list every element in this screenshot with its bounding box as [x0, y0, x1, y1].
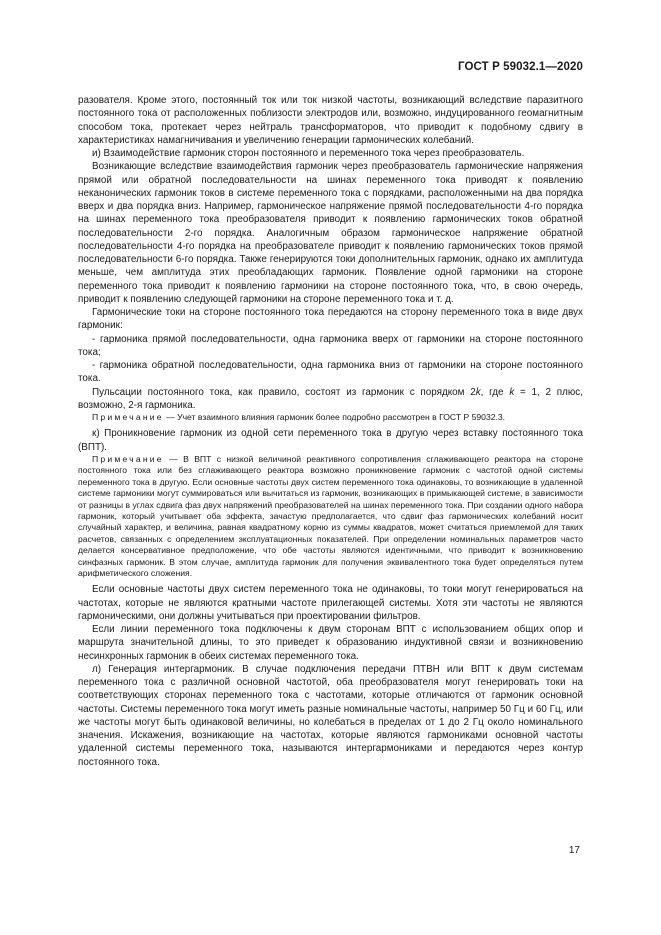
paragraph-continuation: разователя. Кроме этого, постоянный ток или ток низкой частоты, возникающий вследствие паразитного постоянного тока от расположенных поблизости электродов или, возможно, индуцированного геомагнитным способом тока, протекает через нейтраль трансформаторов, что приводит к подобному сдвигу в характеристиках намагничивания и увеличению генерации гармонических колебаний. [78, 95, 583, 146]
paragraph-dc-ripple [78, 386, 583, 413]
ripple-var-k-2: k [509, 386, 515, 398]
document-body [78, 94, 583, 769]
list-item-negative-sequence: - гармоника обратной последовательности, одна гармоника вниз от гармоники на стороне постоянного тока. [78, 360, 583, 385]
note-label: Примечание [92, 453, 164, 464]
note-text: — Учет взаимного влияния гармоник более подробно рассмотрен в ГОСТ Р 59032.3. [163, 412, 506, 422]
paragraph-common-towers: Если линии переменного тока подключены к двум сторонам ВПТ с использованием общих опор и маршрута значительной длины, то это приведет к образованию индуктивной связи и возникновению несинхронных гармоник в обеих системах переменного тока. [78, 624, 583, 662]
note-label: Примечание [92, 412, 164, 422]
note-mutual-influence [78, 412, 583, 423]
ripple-text-a: Пульсации постоянного тока, как правило, состоят из гармоник с порядком 2 [92, 386, 476, 398]
paragraph-dc-harmonics: Гармонические токи на стороне постоянного тока передаются на сторону переменного тока в виде двух гармоник: [78, 307, 583, 332]
paragraph-item-l: л) Генерация интергармоник. В случае подключения передачи ПТВН или ВПТ к двум системам переменного тока с различной основной частотой, оба преобразователя могут генерировать токи на соответствующих сторонах переменного тока с частотами, которые отличаются от гармоник основной частоты. Системы переменного тока могут иметь разные номинальные частоты, например 50 Гц и 60 Гц, или же частоты могут быть одинаковой величины, но колебаться в пределах от 1 до 2 Гц около номинального значения. Искажения, возникающие на частотах, которые являются гармониками основной частоты удаленной системы переменного тока, называются интергармониками и передаются через контур постоянного тока. [78, 663, 583, 768]
paragraph-harmonic-interaction: Возникающие вследствие взаимодействия гармоник через преобразователь гармонические напряжения прямой или обратной последовательности на шинах переменного тока приводят к появлению неканонических гармоник токов в системе переменного тока с порядками, расположенными на два порядка вверх и два порядка вниз. Например, гармоническое напряжение прямой последовательности 4-го порядка на шинах переменного тока преобразователя приводит к появлению гармонических токов обратной последовательности 2-го порядка. Аналогичным образом гармоническое напряжение обратной последовательности 4-го порядка на преобразователе приводит к появлению гармонических токов прямой последовательности 6-го порядка. Также генерируются токи дополнительных гармоник, однако их амплитуда меньше, чем амплитуда этих преобладающих гармоник. Появление одной гармоники на стороне переменного тока приводит к появлению гармоники на стороне постоянного тока, что, в свою очередь, приводит к появлению следующей гармоники на стороне переменного тока и т. д. [78, 161, 583, 305]
note-back-to-back [78, 454, 583, 579]
ripple-text-c: = 1, 2 плюс, возможно, 2-я гармоника. [78, 386, 583, 411]
page-number: 17 [568, 845, 580, 856]
ripple-var-k: k [475, 386, 481, 398]
ripple-text-b: , где [480, 386, 510, 398]
paragraph-item-k: к) Проникновение гармоник из одной сети переменного тока в другую через вставку постоянного тока (ВПТ). [78, 428, 583, 453]
document-header: ГОСТ Р 59032.1—2020 [458, 61, 583, 73]
paragraph-item-i: и) Взаимодействие гармоник сторон постоянного и переменного тока через преобразователь. [92, 148, 525, 159]
list-item-positive-sequence: - гармоника прямой последовательности, одна гармоника вверх от гармоники на стороне постоянного тока; [78, 333, 583, 358]
paragraph-different-frequencies: Если основные частоты двух систем переменного тока не одинаковы, то токи могут генерироваться на частотах, которые не являются кратными частоте прилегающей системы. Хотя эти частоты не являются гармоническими, они должны учитываться при проектировании фильтров. [78, 584, 583, 622]
note-text: — В ВПТ с низкой величиной реактивного сопротивления сглаживающего реактора на стороне постоянного тока или без сглаживающего реактора возможно проникновение гармоник с частотой одной системы переменного тока в другую. Если основные частоты двух систем переменного тока одинаковы, то возникающие в удаленной системе гармоники могут суммироваться или вычитаться из гармоник, возникающих в примыкающей системе, в зависимости от разницы в углах сдвига фаз двух напряжений преобразователей на шинах переменного тока. При создании одного набора гармоник, который учитывает оба эффекта, зачастую предполагается, что сдвиг фаз гармонических колебаний носит случайный характер, и величина, равная квадратному корню из суммы квадратов, может считаться приемлемой для таких расчетов, связанных с определением эксплуатационных показателей. При определении номинальных параметров часто делается консервативное предположение, что обе частоты являются идентичными, что приводит к возникновению синфазных гармоник. В этом случае, амплитуда гармоник для получения эквивалентного тока будет определяться путем арифметического сложения. [78, 453, 583, 578]
